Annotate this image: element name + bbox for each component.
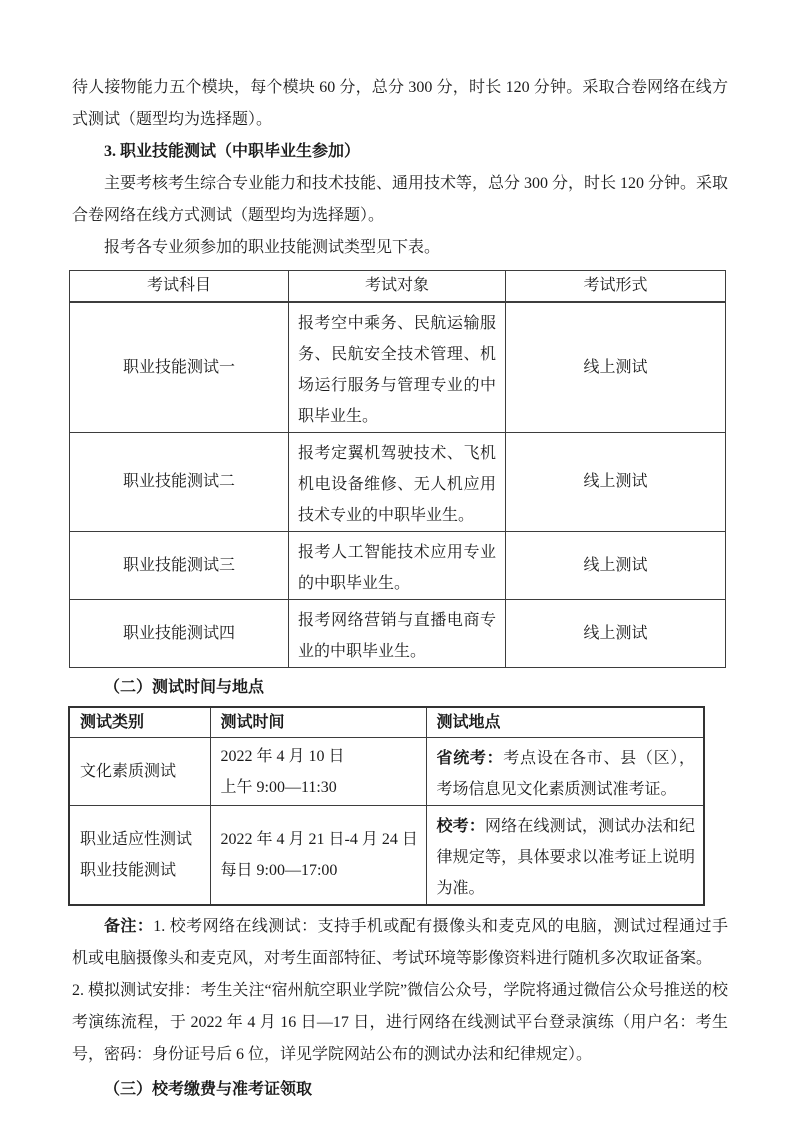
skill-table-header-subject: 考试科目 (70, 271, 289, 303)
heading-section-2: （二）测试时间与地点 (104, 679, 265, 696)
location-text: 网络在线测试，测试办法和纪律规定等，具体要求以准考证上说明为准。 (436, 818, 695, 897)
cell-subject: 职业技能测试二 (70, 433, 289, 532)
paragraph-skill-description: 主要考核考生综合专业能力和技术技能、通用技术等，总分 300 分，时长 120 分钟。采取合卷网络在线方式测试（题型均为选择题）。 (72, 175, 729, 224)
heading-section-3: （三）校考缴费与准考证领取 (104, 1081, 313, 1098)
cell-audience: 报考网络营销与直播电商专业的中职毕业生。 (289, 600, 506, 668)
notes-item-1: 1. 校考网络在线测试：支持手机或配有摄像头和麦克风的电脑，测试过程通过手机或电脑摄像头和麦克风，对考生面部特征、考试环境等影像资料进行随机多次取证备案。 (72, 918, 728, 967)
table-row (69, 806, 704, 906)
time-line: 2022 年 4 月 10 日 (220, 747, 345, 765)
cell-location (426, 738, 704, 806)
cell-audience: 报考定翼机驾驶技术、飞机机电设备维修、无人机应用技术专业的中职毕业生。 (289, 433, 506, 532)
cell-audience: 报考人工智能技术应用专业的中职毕业生。 (289, 532, 506, 600)
skill-table-header-audience: 考试对象 (289, 271, 506, 303)
cell-subject: 职业技能测试四 (70, 600, 289, 668)
cell-format: 线上测试 (506, 302, 726, 433)
location-label: 校考： (436, 818, 485, 835)
cell-category (69, 806, 210, 906)
schedule-table-header-row (69, 707, 704, 738)
category-line: 职业适应性测试 (80, 831, 193, 848)
notes-paragraph-2: 2. 模拟测试安排：考生关注“宿州航空职业学院”微信公众号，学院将通过微信公众号推送的校考演练流程，于 2022 年 4 月 16 日—17 日，进行网络在线测试平台登录演练（用户名：考生号，密码：身份证号后 6 位，详见学院网站公布的测试办法和纪律规定）。 (72, 982, 728, 1063)
location-text: 考点设在各市、县（区），考场信息见文化素质测试准考证。 (436, 750, 695, 798)
cell-category (69, 738, 210, 806)
cell-location (426, 806, 704, 906)
cell-format: 线上测试 (506, 532, 726, 600)
table-row (70, 302, 726, 433)
time-line: 2022 年 4 月 21 日-4 月 24 日 (220, 831, 418, 848)
cell-subject: 职业技能测试一 (70, 302, 289, 433)
schedule-table (68, 706, 705, 906)
time-line: 每日 9:00—17:00 (220, 862, 338, 879)
table-row (69, 738, 704, 806)
time-line: 上午 9:00—11:30 (220, 778, 337, 796)
cell-time (210, 806, 426, 906)
table-row (70, 433, 726, 532)
table-row (70, 532, 726, 600)
category-line: 文化素质测试 (80, 763, 177, 780)
cell-subject: 职业技能测试三 (70, 532, 289, 600)
skill-table-header-row (70, 271, 726, 303)
cell-format: 线上测试 (506, 433, 726, 532)
location-label: 省统考： (436, 750, 504, 767)
cell-time (210, 738, 426, 806)
heading-skill-test: 3. 职业技能测试（中职毕业生参加） (104, 143, 361, 160)
skill-table-header-format: 考试形式 (506, 271, 726, 303)
cell-audience: 报考空中乘务、民航运输服务、民航安全技术管理、机场运行服务与管理专业的中职毕业生。 (289, 302, 506, 433)
skill-test-table (69, 270, 726, 668)
notes-paragraph-1 (72, 911, 728, 975)
paragraph-table-intro: 报考各专业须参加的职业技能测试类型见下表。 (104, 239, 441, 256)
schedule-header-category: 测试类别 (69, 707, 210, 738)
cell-format: 线上测试 (506, 600, 726, 668)
schedule-header-time: 测试时间 (210, 707, 426, 738)
category-line: 职业技能测试 (80, 862, 177, 879)
notes-label: 备注： (104, 918, 154, 935)
schedule-header-location: 测试地点 (426, 707, 704, 738)
table-row (70, 600, 726, 668)
paragraph-continuation: 待人接物能力五个模块，每个模块 60 分，总分 300 分，时长 120 分钟。采取合卷网络在线方式测试（题型均为选择题）。 (72, 79, 728, 128)
